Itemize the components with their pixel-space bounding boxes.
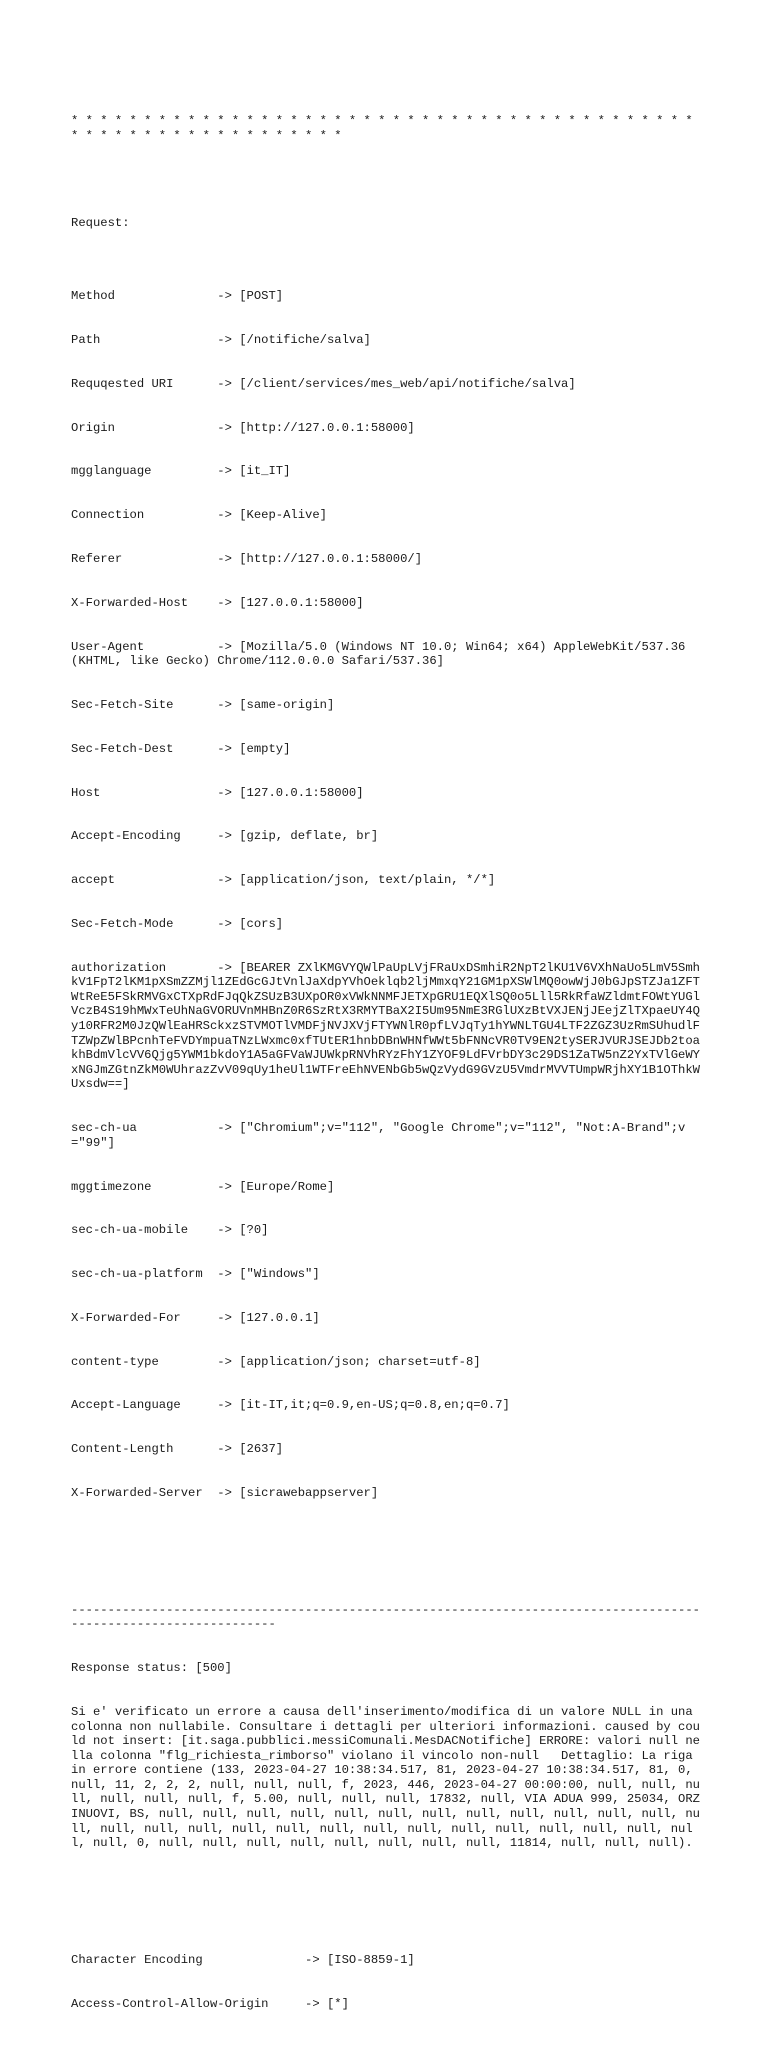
- request-line-referer: Referer -> [http://127.0.0.1:58000/]: [71, 552, 423, 566]
- blank-line: [71, 1880, 701, 1895]
- response-line-access-control-allow-origin: Access-Control-Allow-Origin -> [*]: [71, 1996, 349, 2011]
- request-line-content-type: content-type -> [application/json; charset=utf-8]: [71, 1354, 481, 1369]
- request-line-x-forwarded-for: X-Forwarded-For -> [127.0.0.1]: [71, 1310, 320, 1325]
- request-line-sec-fetch-mode: Sec-Fetch-Mode -> [cors]: [71, 916, 284, 931]
- log-document: [71, 85, 701, 2048]
- request-line-accept-encoding: Accept-Encoding -> [gzip, deflate, br]: [71, 829, 379, 844]
- request-line-authorization: authorization -> [BEARER ZXlKMGVYQWlPaUpLVjFRaUxDSmhiR2NpT2lKU1V6VXhNaUo5LmV5SmhkV1FpT2lKM1pXSmZZMjl1ZEdGcGJtVnlJaXdpYVhOeklqb2ljMmxqY21GM1pXSWlMQ0owWjJ0bGJpSTZJa1ZFTWtReE5FSkRMVGxCTXpRdFJqQkZSUzB3UXpOR0xVWkNNMFJETXpGRU1EQXlSQ0o5Lll5RkRfaWZldmtFOWtYUGlVczB4S19hMWxTeUhNaGVORUVnMHBnZ0R6SzRtX3RMYTBaX2I5Um95NmE3RGlUXzBtVXJENjJEejZlTXpaeUY4Qy10RFR2M0JzQWlEaHRSckxzSTVMOTlVMDFjNVJXVjFTYWNlR0pfLVJqTy1hYWNLTGU4LTF2ZGZ3UzRmSUhudlFTZWpZWlBPcnhTeFVDYmpuaTNzLWxmc0xfTUtER1hnbDBnWHNfWWt5bFNNcVR0TV9EN2tySERJVURJSEJDb2toakhBdmVlcVV6Qjg5YWM1bkdoY1A5aGFVaWJUWkpRNVhRYzFhY1ZYOF9LdFVrbDY3c29DS1ZaTW5nZ2YxTVlGeWYxNGJmZGtnZkM0WUhrazZvV09qUy1heUl1WTFreEhNVENbGb5wQzVydG9GVzU5VmdrMVVTUmpWRjhXY1B1OThkWUxsdw==]: [71, 960, 700, 1092]
- request-line-origin: Origin -> [http://127.0.0.1:58000]: [71, 420, 415, 435]
- request-line-user-agent: User-Agent -> [Mozilla/5.0 (Windows NT 10.0; Win64; x64) AppleWebKit/537.36 (KHTML, like Gecko) Chrome/112.0.0.0 Safari/537.36]: [71, 639, 693, 669]
- response-status: Response status: [500]: [71, 1661, 232, 1676]
- request-line-mggtimezone: mggtimezone -> [Europe/Rome]: [71, 1179, 335, 1194]
- request-line-sec-fetch-site: Sec-Fetch-Site -> [same-origin]: [71, 697, 335, 712]
- error-message: Si e' verificato un errore a causa dell'inserimento/modifica di un valore NULL in una colonna non nullabile. Consultare i dettagli per ulteriori informazioni. caused by could not insert: [it.saga.pubblici.messiComunali.MesDACNotifiche] ERRORE: valori null nella colonna "flg_richiesta_rimborso" violano il vincolo non-null Dettaglio: La riga in errore contiene (133, 2023-04-27 10:38:34.517, 81, 2023-04-27 10:38:34.517, 81, 0, null, 11, 2, 2, 2, null, null, null, f, 2023, 446, 2023-04-27 00:00:00, null, null, null, null, null, null, f, 5.00, null, null, null, 17832, null, VIA ADUA 999, 25034, ORZINUOVI, BS, null, null, null, null, null, null, null, null, null, null, null, null, null, null, null, null, null, null, null, null, null, null, null, null, null, null, null, null, 0, null, null, null, null, null, null, null, null, 11814, null, null, null).: [71, 1704, 700, 1851]
- request-line-path: Path -> [/notifiche/salva]: [71, 333, 371, 348]
- request-line-x-forwarded-server: X-Forwarded-Server -> [sicrawebappserver]: [71, 1486, 379, 1500]
- request-line-content-length: Content-Length -> [2637]: [71, 1442, 284, 1457]
- request-line-connection: Connection -> [Keep-Alive]: [71, 508, 327, 523]
- star-separator: * * * * * * * * * * * * * * * * * * * * * * * * * * * * * * * * * * * * * * * * * * * * * * * * * * * * * * * * * * * * * *: [71, 114, 700, 143]
- response-header-list: [71, 1924, 701, 2041]
- response-line-character-encoding: Character Encoding -> [ISO-8859-1]: [71, 1953, 415, 1967]
- dash-separator: ------------------------------------------------------------------------------------------------------------------: [71, 1602, 700, 1632]
- request-line-sec-ch-ua-mobile: sec-ch-ua-mobile -> [?0]: [71, 1223, 269, 1238]
- request-line-accept-language: Accept-Language -> [it-IT,it;q=0.9,en-US;q=0.8,en;q=0.7]: [71, 1398, 510, 1413]
- request-line-requested-uri: Requqested URI -> [/client/services/mes_web/api/notifiche/salva]: [71, 376, 576, 391]
- request-heading: Request:: [71, 216, 130, 231]
- request-line-sec-fetch-dest: Sec-Fetch-Dest -> [empty]: [71, 741, 291, 756]
- request-header-list: [71, 260, 701, 1530]
- request-line-host: Host -> [127.0.0.1:58000]: [71, 785, 364, 800]
- request-line-x-forwarded-host: X-Forwarded-Host -> [127.0.0.1:58000]: [71, 595, 364, 610]
- request-line-sec-ch-ua-platform: sec-ch-ua-platform -> ["Windows"]: [71, 1267, 320, 1282]
- request-line-sec-ch-ua: sec-ch-ua -> ["Chromium";v="112", "Google Chrome";v="112", "Not:A-Brand";v="99"]: [71, 1121, 686, 1150]
- blank-line: [71, 173, 701, 188]
- request-line-method: Method -> [POST]: [71, 289, 284, 304]
- request-line-accept: accept -> [application/json, text/plain, */*]: [71, 873, 496, 888]
- blank-line: [71, 1559, 701, 1574]
- request-line-mgglanguage: mgglanguage -> [it_IT]: [71, 464, 291, 479]
